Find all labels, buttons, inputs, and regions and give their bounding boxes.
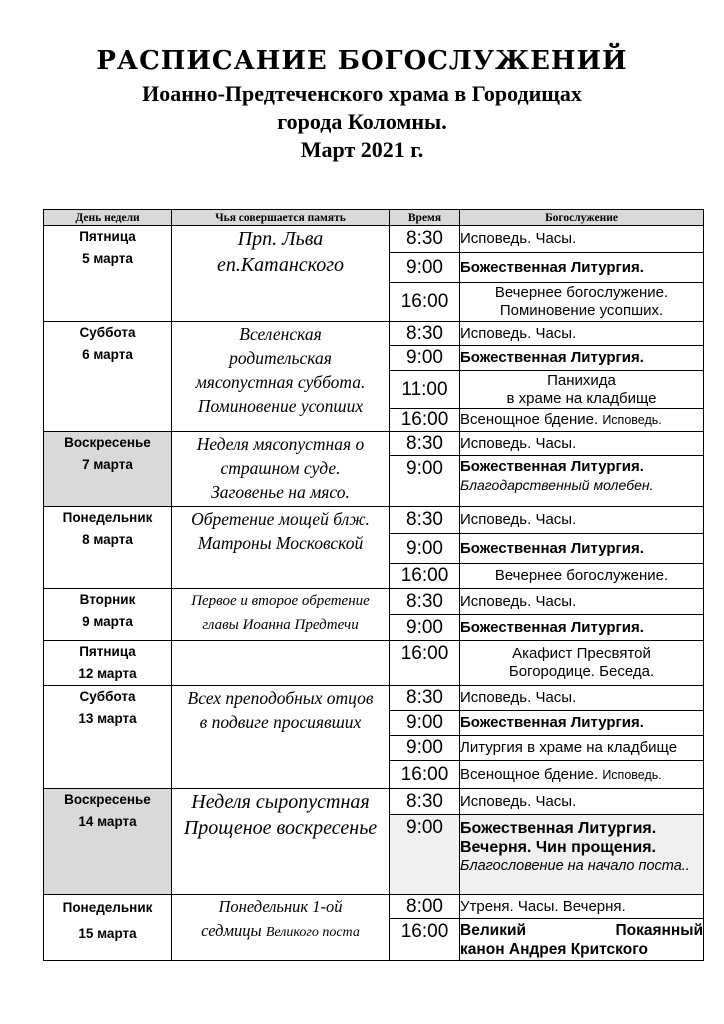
schedule-title: РАСПИСАНИЕ БОГОСЛУЖЕНИЙ: [96, 46, 628, 76]
service-text: Исповедь. Часы.: [460, 507, 704, 534]
service-sub: Благословение на начало поста..: [460, 858, 690, 874]
memory-line-part: Великого поста: [265, 925, 360, 940]
service-text: Божественная Литургия.: [460, 346, 704, 371]
table-row: [44, 322, 704, 346]
service-time: 16:00: [390, 564, 460, 589]
memory-line: Обретение мощей блж.: [191, 509, 370, 529]
service-text: [460, 283, 704, 322]
memory-cell: [172, 789, 390, 895]
service-text: [460, 371, 704, 409]
city-name: города Коломны.: [277, 109, 447, 134]
weekday: Воскресенье: [64, 435, 151, 450]
memory-line: Всех преподобных отцов: [187, 688, 374, 708]
memory-line: страшном суде.: [220, 458, 341, 478]
schedule-table: [43, 209, 704, 961]
date: 5 марта: [82, 251, 133, 266]
day-cell: [44, 226, 172, 322]
service-line: Божественная Литургия.: [460, 820, 657, 837]
column-header-time: Время: [390, 210, 460, 226]
memory-line: Прощеное воскресенье: [183, 817, 378, 839]
weekday: Понедельник: [62, 510, 153, 525]
service-line: в храме на кладбище: [506, 389, 657, 407]
service-line: Акафист Пресвятой: [512, 645, 651, 662]
column-header-service: Богослужение: [460, 210, 704, 226]
service-line: Всенощное бдение.: [460, 765, 599, 783]
service-line: Панихида: [547, 371, 616, 389]
service-line: Богородице. Беседа.: [508, 663, 655, 680]
memory-line: еп.Катанского: [216, 254, 345, 276]
weekday: Пятница: [79, 229, 136, 244]
table-row: [44, 507, 704, 534]
memory-line: Неделя мясопустная о: [196, 434, 365, 454]
memory-line: Прп. Льва: [237, 228, 324, 250]
service-time: 11:00: [390, 371, 460, 409]
service-line: Поминовение усопших.: [499, 302, 664, 319]
memory-line: [172, 919, 389, 945]
day-cell: [44, 322, 172, 432]
service-line: Всенощное бдение.: [460, 411, 599, 428]
weekday: Воскресенье: [64, 792, 151, 807]
service-time: 8:30: [390, 322, 460, 346]
table-row: [44, 686, 704, 711]
memory-line: Вселенская: [239, 324, 322, 344]
table-row: [44, 789, 704, 815]
memory-line-part: седмицы: [201, 921, 262, 940]
day-cell: [44, 432, 172, 507]
service-time: 16:00: [390, 761, 460, 789]
service-time: 9:00: [390, 534, 460, 564]
service-time: 9:00: [390, 346, 460, 371]
column-header-day: День недели: [44, 210, 172, 226]
service-time: 8:30: [390, 589, 460, 615]
service-text: Божественная Литургия.: [460, 711, 704, 736]
service-time: 8:30: [390, 507, 460, 534]
service-time: 16:00: [390, 409, 460, 432]
memory-cell: [172, 226, 390, 322]
service-line: Великий Покаянный: [460, 921, 703, 939]
service-time: 9:00: [390, 815, 460, 895]
service-text: [460, 641, 704, 686]
memory-line: Матроны Московской: [197, 533, 364, 553]
weekday: Суббота: [79, 689, 136, 704]
date: 7 марта: [82, 457, 133, 472]
service-text: Исповедь. Часы.: [460, 432, 704, 456]
service-time: 9:00: [390, 711, 460, 736]
service-text: Исповедь. Часы.: [460, 686, 704, 711]
service-time: 9:00: [390, 253, 460, 283]
service-line: Божественная Литургия.: [460, 458, 644, 475]
service-line: Вечернее богослужение.: [494, 284, 669, 301]
service-time: 8:30: [390, 686, 460, 711]
service-time: 8:30: [390, 432, 460, 456]
date: 9 марта: [82, 614, 133, 629]
service-text: [460, 919, 704, 961]
table-row: [44, 641, 704, 686]
service-line: Вечерня. Чин прощения.: [460, 839, 656, 856]
service-text: Божественная Литургия.: [460, 534, 704, 564]
memory-line: Заговенье на мясо.: [211, 482, 350, 502]
service-time: 8:30: [390, 226, 460, 253]
service-text: [460, 409, 704, 432]
service-text: Исповедь. Часы.: [460, 322, 704, 346]
service-text: [460, 761, 704, 789]
day-cell: [44, 686, 172, 789]
day-cell: [44, 789, 172, 895]
church-name: Иоанно-Предтеченского храма в Городищах: [142, 81, 582, 106]
service-time: 16:00: [390, 919, 460, 961]
column-header-memory: Чья совершается память: [172, 210, 390, 226]
date: 15 марта: [78, 926, 137, 941]
table-row: [44, 589, 704, 615]
memory-cell: [172, 432, 390, 507]
table-header-row: [44, 210, 704, 226]
service-time: 9:00: [390, 456, 460, 507]
service-text: Исповедь. Часы.: [460, 226, 704, 253]
service-time: 16:00: [390, 641, 460, 686]
memory-line: Неделя сыропустная: [191, 791, 370, 813]
service-text: Литургия в храме на кладбище: [460, 736, 704, 761]
document-header: [0, 44, 724, 164]
service-text: [460, 815, 704, 895]
weekday: Пятница: [79, 644, 136, 659]
memory-cell: [172, 589, 390, 641]
service-note: Исповедь.: [602, 413, 662, 427]
memory-line: Поминовение усопших: [197, 396, 364, 416]
day-cell: [44, 507, 172, 589]
weekday: Суббота: [79, 325, 136, 340]
service-line: канон Андрея Критского: [460, 940, 648, 958]
day-cell: [44, 589, 172, 641]
memory-cell: [172, 322, 390, 432]
table-row: [44, 226, 704, 253]
memory-cell: [172, 507, 390, 589]
service-time: 16:00: [390, 283, 460, 322]
memory-line: родительская: [229, 348, 332, 368]
memory-line: в подвиге просиявших: [199, 712, 362, 732]
service-text: Божественная Литургия.: [460, 615, 704, 641]
date: 14 марта: [78, 814, 137, 829]
weekday: Понедельник: [62, 900, 153, 915]
service-time: 9:00: [390, 615, 460, 641]
date: 13 марта: [78, 711, 137, 726]
table-row: [44, 432, 704, 456]
memory-cell: [172, 641, 390, 686]
service-text: Божественная Литургия.: [460, 253, 704, 283]
service-note: Исповедь.: [602, 767, 662, 782]
date: 12 марта: [78, 666, 137, 681]
schedule-month: Март 2021 г.: [300, 137, 424, 162]
service-text: Исповедь. Часы.: [460, 789, 704, 815]
day-cell: [44, 895, 172, 961]
memory-line: мясопустная суббота.: [195, 372, 366, 392]
memory-line: Первое и второе обретение: [191, 593, 370, 609]
date: 6 марта: [82, 347, 133, 362]
weekday: Вторник: [79, 592, 136, 607]
date: 8 марта: [82, 532, 133, 547]
memory-line: главы Иоанна Предтечи: [202, 617, 359, 633]
service-time: 9:00: [390, 736, 460, 761]
service-text: Утреня. Часы. Вечерня.: [460, 895, 704, 919]
table-row: [44, 895, 704, 919]
memory-cell: [172, 895, 390, 961]
service-text: Исповедь. Часы.: [460, 589, 704, 615]
service-sub: Благодарственный молебен.: [460, 477, 654, 493]
service-time: 8:30: [390, 789, 460, 815]
service-text: [460, 456, 704, 507]
memory-line: Понедельник 1-ой: [218, 897, 343, 916]
memory-cell: [172, 686, 390, 789]
service-time: 8:00: [390, 895, 460, 919]
service-text: Вечернее богослужение.: [460, 564, 704, 589]
day-cell: [44, 641, 172, 686]
